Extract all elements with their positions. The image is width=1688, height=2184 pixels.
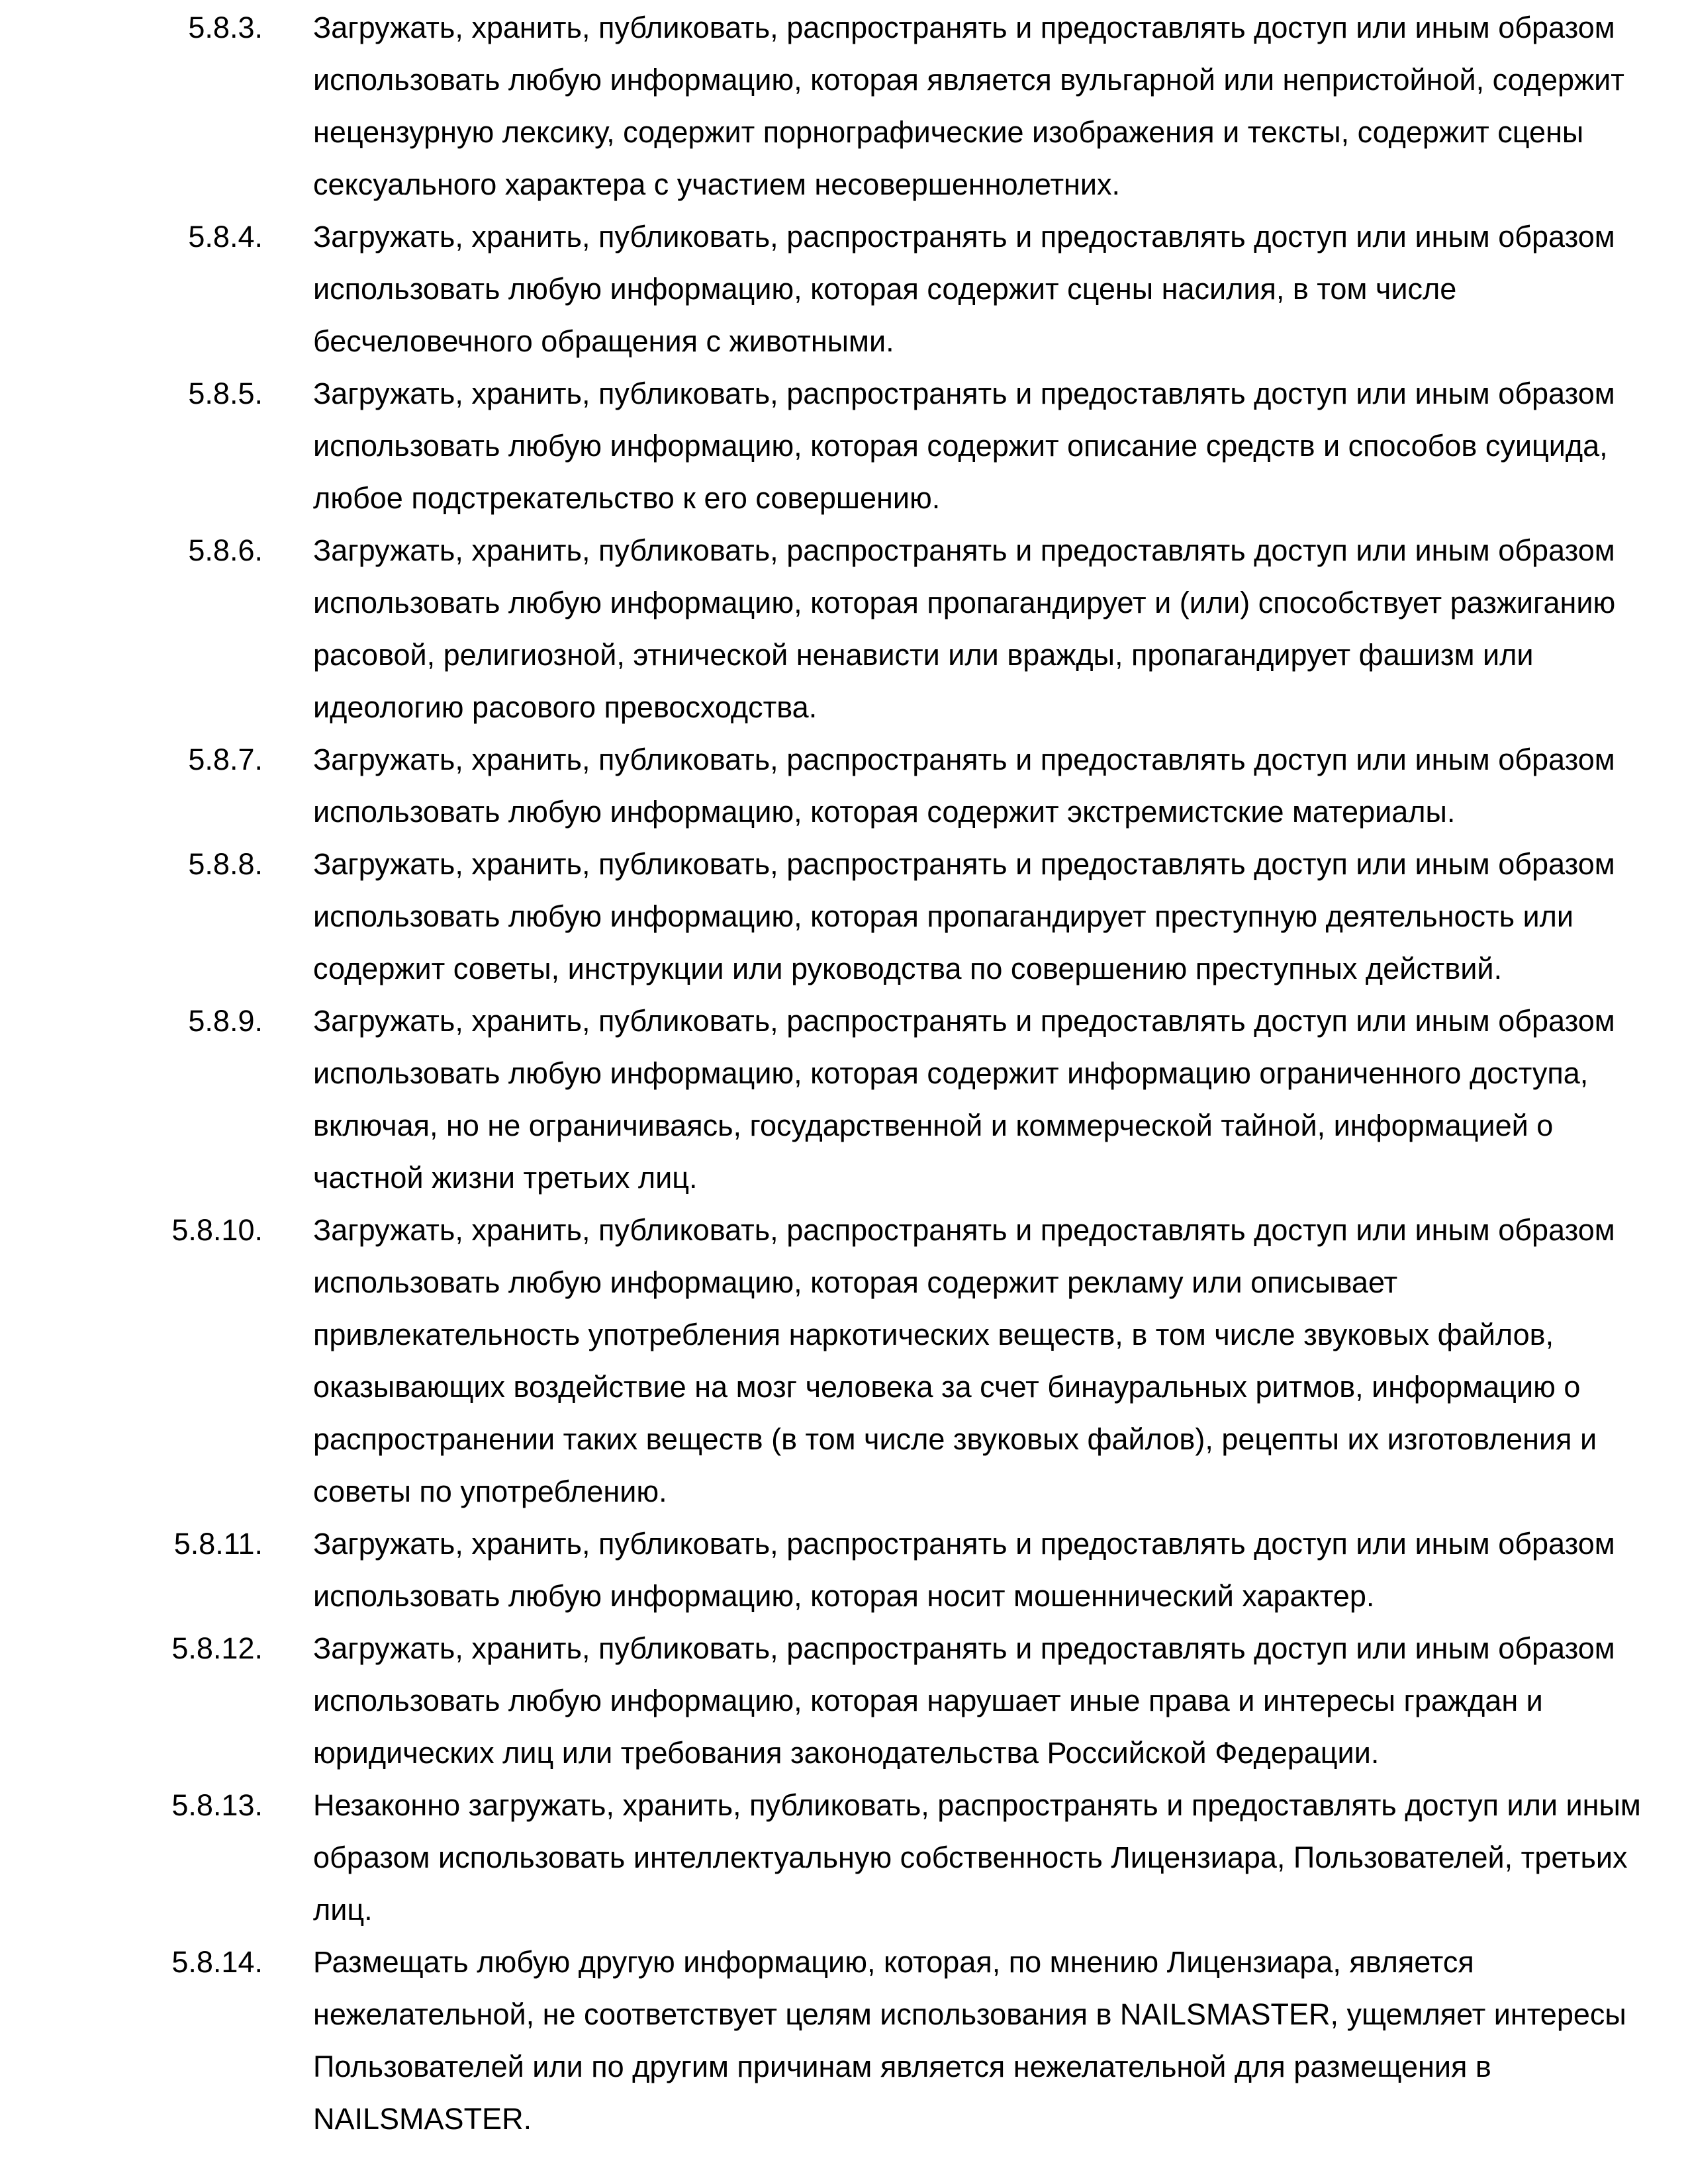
clause-line: использовать любую информацию, которая содержит рекламу или описывает — [313, 1265, 1398, 1299]
clause-line: привлекательность употребления наркотических веществ, в том числе звуковых файлов, — [313, 1318, 1554, 1351]
clause-item — [0, 367, 1688, 524]
clause-item — [0, 210, 1688, 367]
clause-text — [313, 1, 1688, 210]
clause-line: юридических лиц или требования законодательства Российской Федерации. — [313, 1736, 1380, 1770]
clause-line: использовать любую информацию, которая носит мошеннический характер. — [313, 1579, 1375, 1613]
clause-line: Незаконно загружать, хранить, публиковать, распространять и предоставлять доступ или иным — [313, 1788, 1641, 1822]
clause-text — [313, 1518, 1688, 1622]
clause-line: использовать любую информацию, которая нарушает иные права и интересы граждан и — [313, 1684, 1543, 1717]
clause-line: Размещать любую другую информацию, которая, по мнению Лицензиара, является — [313, 1945, 1474, 1979]
clause-line: использовать любую информацию, которая содержит информацию ограниченного доступа, — [313, 1056, 1589, 1090]
clause-text — [313, 1936, 1688, 2145]
clause-line: Загружать, хранить, публиковать, распространять и предоставлять доступ или иным образом — [313, 1631, 1615, 1665]
clause-line: бесчеловечного обращения с животными. — [313, 324, 894, 358]
clause-line: использовать любую информацию, которая является вульгарной или непристойной, содержит — [313, 63, 1624, 97]
clause-text — [313, 210, 1688, 367]
clause-line: использовать любую информацию, которая пропагандирует преступную деятельность или — [313, 899, 1574, 933]
clause-item — [0, 995, 1688, 1204]
clause-line: советы по употреблению. — [313, 1475, 667, 1508]
clause-text — [313, 995, 1688, 1204]
clause-line: Загружать, хранить, публиковать, распространять и предоставлять доступ или иным образом — [313, 533, 1615, 567]
clause-line: NAILSMASTER. — [313, 2102, 532, 2136]
clause-text — [313, 733, 1688, 838]
clause-number: 5.8.11. — [173, 1527, 263, 1561]
clause-text — [313, 838, 1688, 995]
clause-line: идеологию расового превосходства. — [313, 690, 818, 724]
clause-number: 5.8.8. — [188, 847, 263, 881]
clause-number: 5.8.13. — [171, 1788, 263, 1822]
clause-item — [0, 1204, 1688, 1518]
clause-line: включая, но не ограничиваясь, государственной и коммерческой тайной, информацией о — [313, 1109, 1554, 1142]
clause-number: 5.8.7. — [188, 743, 263, 776]
clause-number: 5.8.9. — [188, 1004, 263, 1038]
clause-line: сексуального характера с участием несовершеннолетних. — [313, 167, 1121, 201]
clause-line: оказывающих воздействие на мозг человека за счет бинауральных ритмов, информацию о — [313, 1370, 1581, 1404]
clause-item — [0, 524, 1688, 733]
clause-line: Загружать, хранить, публиковать, распространять и предоставлять доступ или иным образом — [313, 377, 1615, 410]
clause-number: 5.8.6. — [188, 533, 263, 567]
clause-number: 5.8.10. — [171, 1213, 263, 1247]
clause-line: использовать любую информацию, которая содержит сцены насилия, в том числе — [313, 272, 1457, 306]
clause-item — [0, 1779, 1688, 1936]
clause-text — [313, 1622, 1688, 1779]
clause-line: Загружать, хранить, публиковать, распространять и предоставлять доступ или иным образом — [313, 1213, 1615, 1247]
clause-item — [0, 1936, 1688, 2145]
clause-line: использовать любую информацию, которая содержит экстремистские материалы. — [313, 795, 1456, 829]
clause-item — [0, 1622, 1688, 1779]
clause-text — [313, 1204, 1688, 1518]
clause-line: Загружать, хранить, публиковать, распространять и предоставлять доступ или иным образом — [313, 1527, 1615, 1561]
clause-line: использовать любую информацию, которая пропагандирует и (или) способствует разжиганию — [313, 586, 1616, 619]
clause-text — [313, 1779, 1688, 1936]
clause-line: использовать любую информацию, которая содержит описание средств и способов суицида, — [313, 429, 1608, 463]
clause-item — [0, 1518, 1688, 1622]
clause-line: Загружать, хранить, публиковать, распространять и предоставлять доступ или иным образом — [313, 1004, 1615, 1038]
clause-line: частной жизни третьих лиц. — [313, 1161, 698, 1195]
clause-text — [313, 524, 1688, 733]
clause-item — [0, 838, 1688, 995]
clause-number: 5.8.5. — [188, 377, 263, 410]
clause-number: 5.8.12. — [171, 1631, 263, 1665]
clause-number: 5.8.14. — [171, 1945, 263, 1979]
clause-text — [313, 367, 1688, 524]
clause-line: лиц. — [313, 1893, 373, 1927]
clause-number: 5.8.4. — [188, 220, 263, 253]
clause-line: Загружать, хранить, публиковать, распространять и предоставлять доступ или иным образом — [313, 847, 1615, 881]
clause-line: Загружать, хранить, публиковать, распространять и предоставлять доступ или иным образом — [313, 220, 1615, 253]
clause-line: нежелательной, не соответствует целям использования в NAILSMASTER, ущемляет интересы — [313, 1997, 1626, 2031]
clause-line: распространении таких веществ (в том числе звуковых файлов), рецепты их изготовления и — [313, 1422, 1597, 1456]
clause-line: содержит советы, инструкции или руководства по совершению преступных действий. — [313, 952, 1503, 985]
clause-line: любое подстрекательство к его совершению. — [313, 481, 941, 515]
clause-item — [0, 1, 1688, 210]
clause-line: Загружать, хранить, публиковать, распространять и предоставлять доступ или иным образом — [313, 743, 1615, 776]
clause-line: Загружать, хранить, публиковать, распространять и предоставлять доступ или иным образом — [313, 11, 1615, 44]
clause-line: образом использовать интеллектуальную собственность Лицензиара, Пользователей, третьих — [313, 1841, 1628, 1874]
clauses-list — [0, 1, 1688, 2145]
clause-line: расовой, религиозной, этнической ненависти или вражды, пропагандирует фашизм или — [313, 638, 1534, 672]
clause-line: Пользователей или по другим причинам является нежелательной для размещения в — [313, 2050, 1491, 2083]
clause-line: нецензурную лексику, содержит порнографические изображения и тексты, содержит сцены — [313, 115, 1584, 149]
clause-item — [0, 733, 1688, 838]
clause-number: 5.8.3. — [188, 11, 263, 44]
